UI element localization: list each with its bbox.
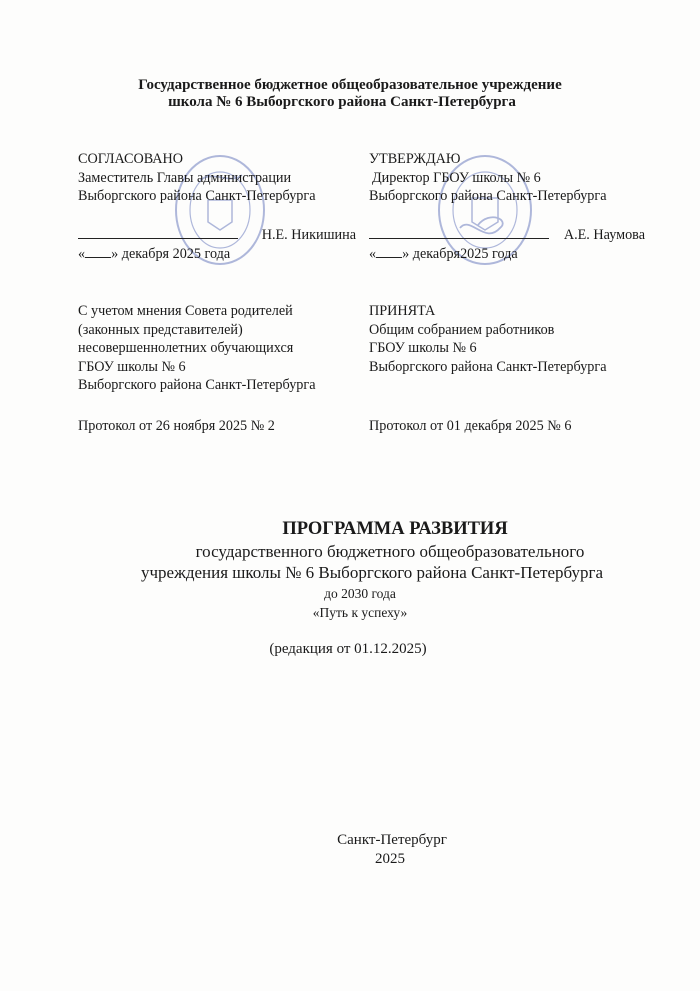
footer-city: Санкт-Петербург <box>337 832 447 848</box>
parents-council-line5: Выборгского района Санкт-Петербурга <box>78 377 316 394</box>
left-approval-heading: СОГЛАСОВАНО <box>78 151 184 167</box>
parents-council-protocol: Протокол от 26 ноября 2025 № 2 <box>78 418 275 434</box>
left-date-blank <box>85 244 111 258</box>
right-approval-block <box>369 150 645 264</box>
staff-meeting-line2: ГБОУ школы № 6 <box>369 340 477 357</box>
program-subtitle-line2: учреждения школы № 6 Выборгского района Санкт-Петербурга <box>140 563 604 582</box>
right-date-blank <box>376 244 402 258</box>
staff-meeting-block <box>369 302 607 376</box>
left-signer-name: Н.Е. Никишина <box>261 226 356 243</box>
parents-council-line4: ГБОУ школы № 6 <box>78 358 186 375</box>
left-approval-date: « » декабря 2025 года <box>78 246 231 263</box>
left-approval-position: Заместитель Главы администрации <box>78 169 292 186</box>
program-title: ПРОГРАММА РАЗВИТИЯ <box>282 519 508 539</box>
right-signature-line <box>369 224 549 239</box>
institution-name-line2: школа № 6 Выборгского района Санкт-Петербурга <box>168 94 516 110</box>
right-signer-name: А.Е. Наумова <box>563 226 645 243</box>
program-subtitle-line1: государственного бюджетного общеобразовательного <box>195 542 585 561</box>
right-approval-date: « » декабря2025 года <box>369 246 518 263</box>
left-approval-block <box>78 150 356 264</box>
footer-year: 2025 <box>375 851 405 867</box>
parents-council-block <box>78 302 316 395</box>
parents-council-line1: С учетом мнения Совета родителей <box>78 303 293 319</box>
program-edition: (редакция от 01.12.2025) <box>269 641 427 657</box>
staff-meeting-heading: ПРИНЯТА <box>369 303 436 319</box>
parents-council-line3: несовершеннолетних обучающихся <box>78 340 294 357</box>
parents-council-line2: (законных представителей) <box>78 321 243 338</box>
program-term: до 2030 года <box>324 586 396 601</box>
right-approval-organization: Выборгского района Санкт-Петербурга <box>369 188 607 205</box>
program-motto: «Путь к успеху» <box>312 605 408 620</box>
left-signature-line <box>78 224 238 239</box>
institution-name-line1: Государственное бюджетное общеобразовательное учреждение <box>138 77 562 93</box>
right-approval-heading: УТВЕРЖДАЮ <box>369 151 461 167</box>
staff-meeting-line3: Выборгского района Санкт-Петербурга <box>369 358 607 375</box>
left-approval-organization: Выборгского района Санкт-Петербурга <box>78 188 316 205</box>
right-approval-position: Директор ГБОУ школы № 6 <box>372 169 541 186</box>
staff-meeting-protocol: Протокол от 01 декабря 2025 № 6 <box>369 418 572 434</box>
staff-meeting-line1: Общим собранием работников <box>369 321 555 338</box>
